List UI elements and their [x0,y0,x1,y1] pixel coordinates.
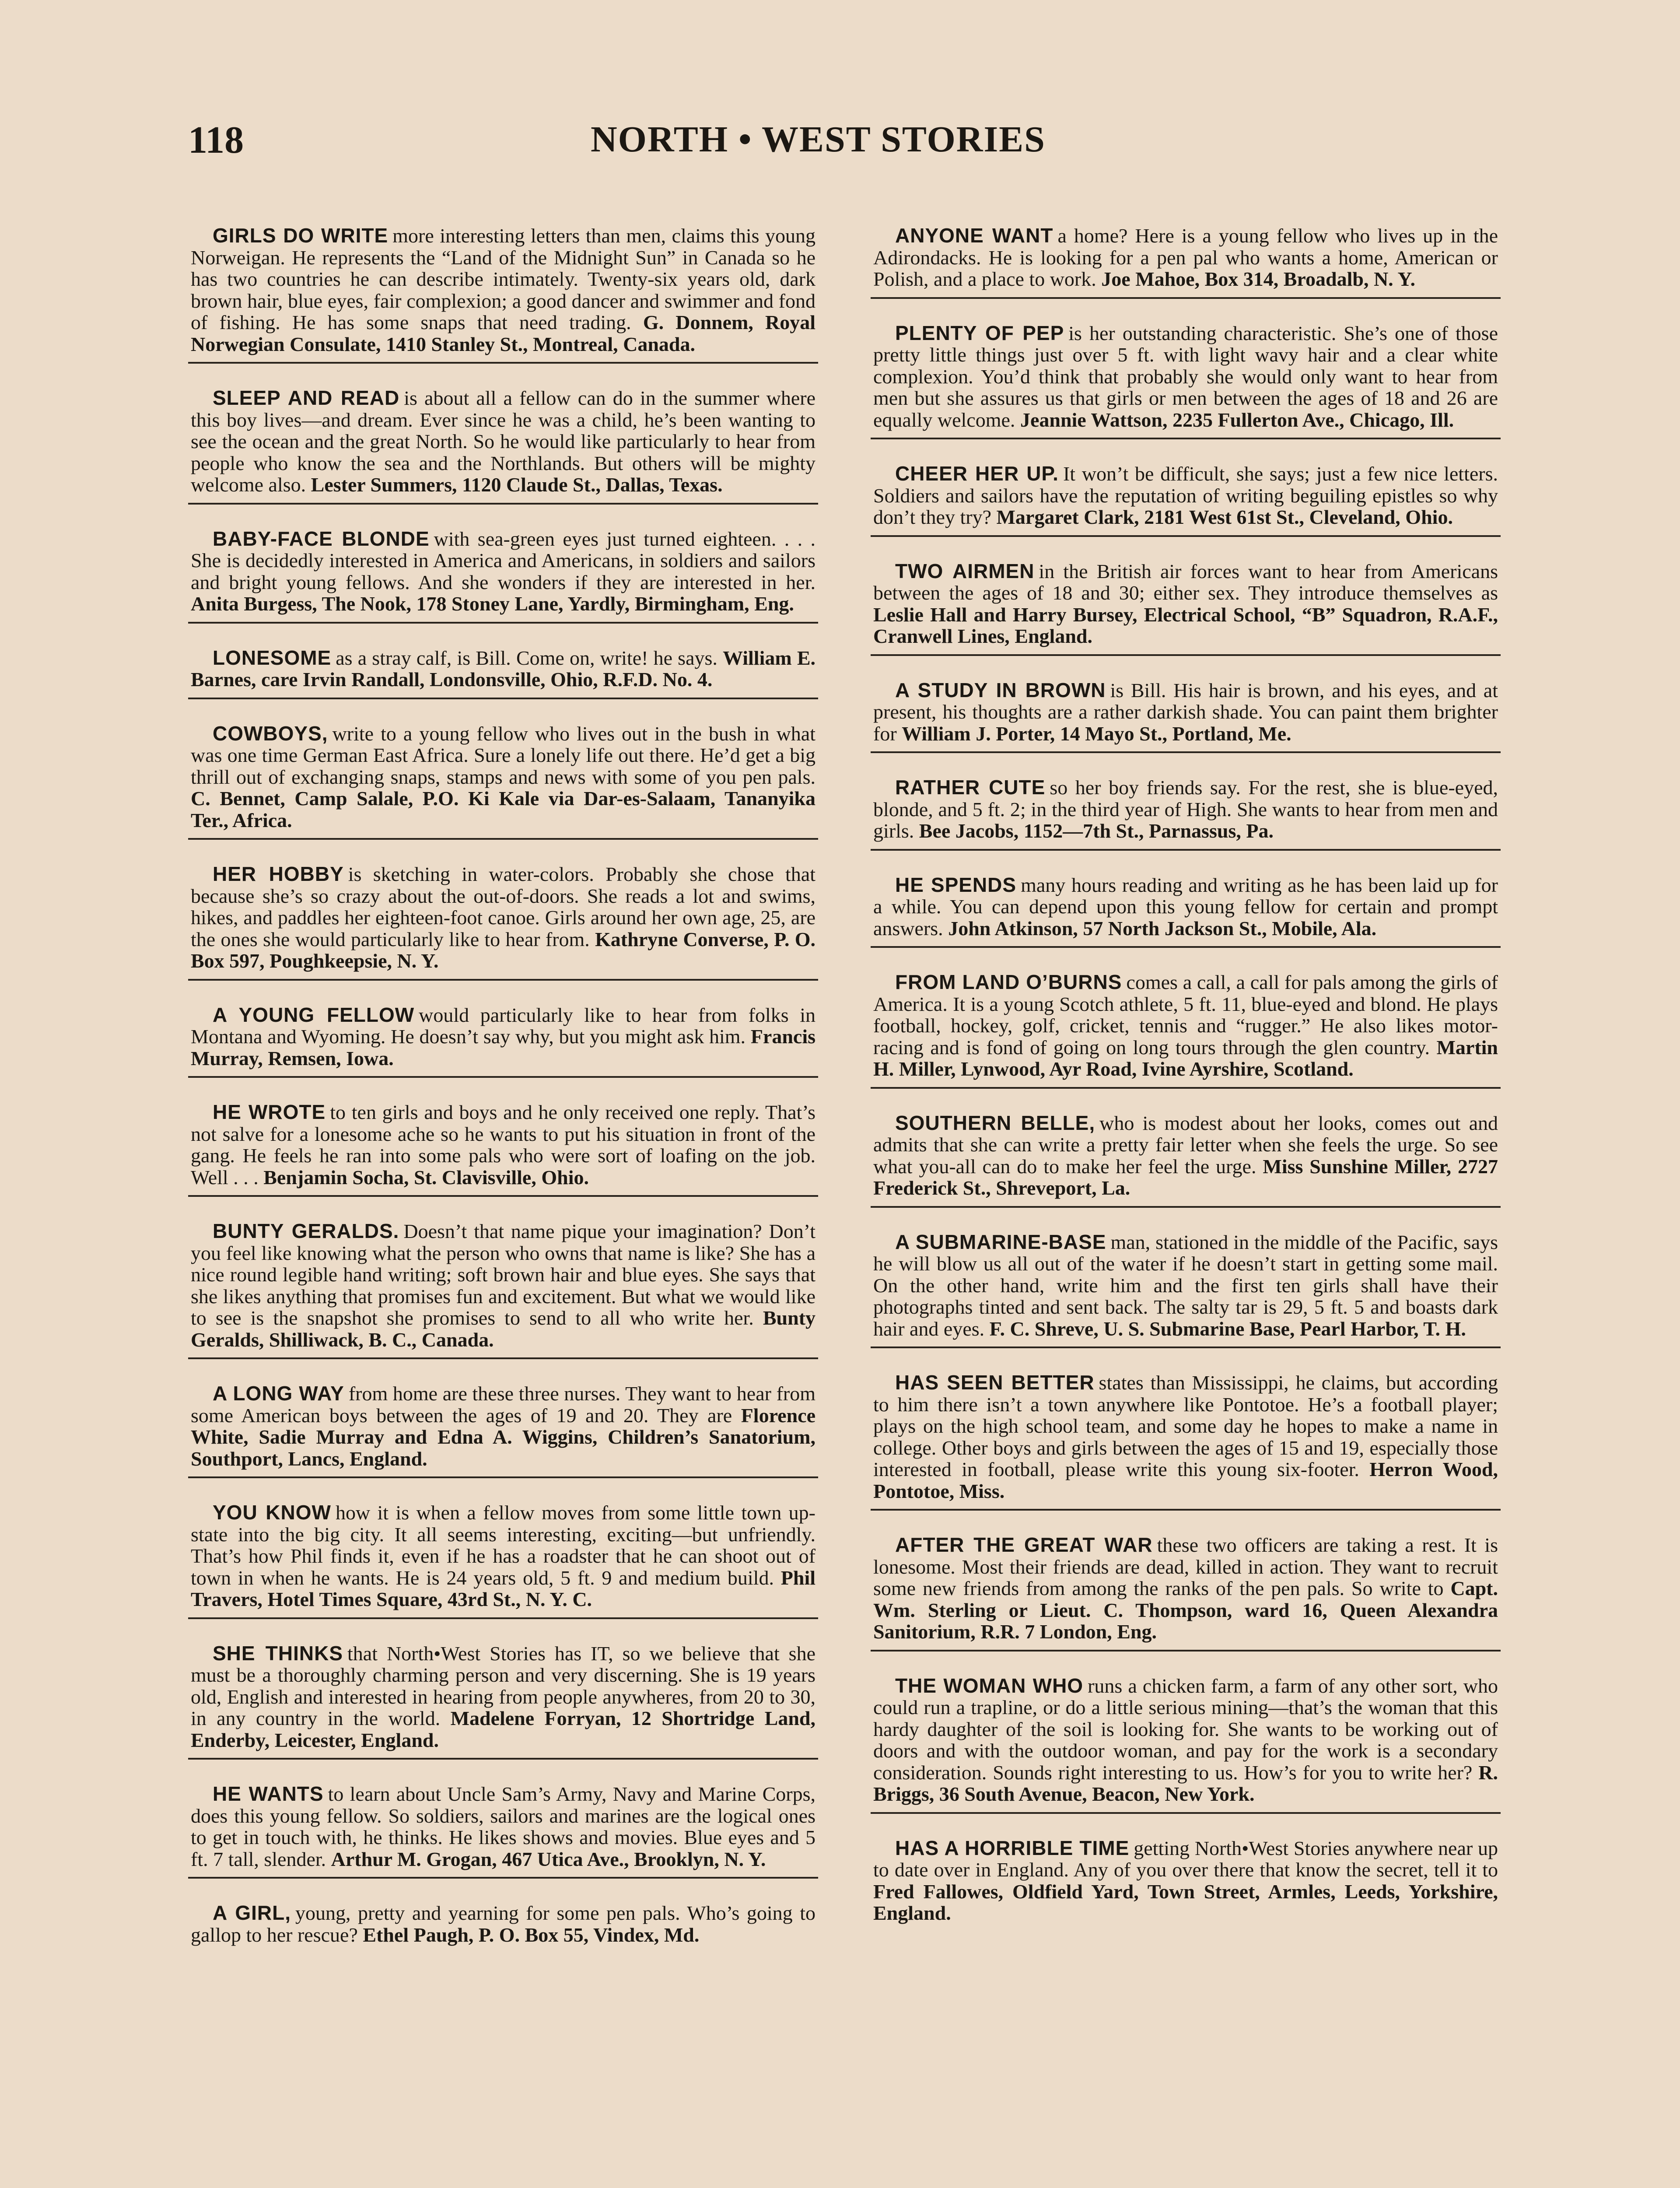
pen-pal-entry [188,860,818,981]
entry-contact: Joe Mahoe, Box 314, Broadalb, N. Y. [1101,268,1415,290]
entry-body: many hours reading and writing as he has been laid up for a while. You can depend upon this young fellow for certain and prompt answers. [873,873,1498,940]
magazine-title: NORTH • WEST STORIES [591,119,1046,160]
pen-pal-entry [871,1368,1501,1511]
entry-headline: RATHER CUTE [895,776,1046,799]
entry-body: young, pretty and yearning for some pen pals. Who’s going to gallop to her rescue? [191,1902,816,1946]
entry-body: how it is when a fellow moves from some little town up-state into the big city. It all seems interesting, exciting—but unfriendly. That’s how Phil finds it, even if he has a roadster that he can shoot out of town in when he wants. He is 24 years old, 5 ft. 9 and medium build. [191,1501,816,1589]
entry-body: from home are these three nurses. They want to hear from some American boys between the ages of 19 and 20. They are [191,1382,816,1427]
entry-body: man, stationed in the middle of the Pacific, says he will blow us all out of the water if he doesn’t start in getting some mail. On the other hand, write him and the first ten girls shall have their photographs tinted and sent back. The salty tar is 29, 5 ft. 5 and boasts dark hair and eyes. [873,1231,1498,1340]
entry-headline: SLEEP AND READ [213,386,400,409]
entry-contact: Arthur M. Grogan, 467 Utica Ave., Brooklyn, N. Y. [331,1848,766,1870]
entry-body: more interesting letters than men, claims this young Norweigan. He represents the “Land of the Midnight Sun” in Canada so he has two countries he can describe intimately. Twenty-six years old, dark brown hair, blue eyes, fair complexion; a good dancer and swimmer and fond of fishing. He has some snaps that need trading. [191,224,816,333]
pen-pal-entry [871,1228,1501,1349]
page-header [188,118,1081,179]
entry-body: who is modest about her looks, comes out and admits that she can write a pretty fair letter when she feels the urge. So see what you-all can do to make her feel the urge. [873,1112,1498,1178]
entry-contact: Leslie Hall and Harry Bursey, Electrical School, “B” Squadron, R.A.F., Cranwell Lines, England. [873,603,1498,647]
entry-headline: A SUBMARINE-BASE [895,1230,1106,1253]
entry-contact: F. C. Shreve, U. S. Submarine Base, Pearl Harbor, T. H. [989,1317,1466,1340]
pen-pal-entry [871,676,1501,754]
entry-contact: Kathryne Converse, P. O. Box 597, Poughkeepsie, N. Y. [191,928,816,972]
entry-body: comes a call, a call for pals among the girls of America. It is a young Scotch athlete, 5 ft. 11, blue-eyed and blond. He plays football, hockey, golf, cricket, tennis and “rugger.” He also likes motor-racing and is fond of going on long tours through the glen country. [873,971,1498,1059]
entry-contact: Lester Summers, 1120 Claude St., Dallas, Texas. [311,473,723,496]
entry-contact: Martin H. Miller, Lynwood, Ayr Road, Ivine Ayrshire, Scotland. [873,1036,1498,1080]
entry-body: with sea-green eyes just turned eighteen. . . . She is decidedly interested in America and Americans, in soldiers and sailors and bright young fellows. And she wonders if they are interested in her. [191,527,816,593]
entry-body: that North•West Stories has IT, so we believe that she must be a thoroughly charming person and very discerning. She is 19 years old, English and interested in hearing from people anywheres, from 20 to 30, in any country in the world. [191,1642,816,1729]
entry-body: as a stray calf, is Bill. Come on, write! he says. [336,646,718,669]
entry-contact: Benjamin Socha, St. Clavisville, Ohio. [263,1166,589,1189]
entry-headline: A YOUNG FELLOW [213,1003,415,1026]
pen-pal-entry [188,1379,818,1478]
pen-pal-entry [871,773,1501,851]
entry-contact: Phil Travers, Hotel Times Square, 43rd St., N. Y. C. [191,1566,816,1610]
entry-headline: A LONG WAY [213,1382,344,1405]
entry-body: states than Mississippi, he claims, but according to him there isn’t a town anywhere like Pontotoe. He’s a football player; plays on the high school team, and some day he hopes to make a name in college. Other boys and girls between the ages of 15 and 19, especially those interested in football, please write this young six-footer. [873,1371,1498,1480]
entry-contact: Ethel Paugh, P. O. Box 55, Vindex, Md. [363,1923,700,1946]
entry-body: in the British air forces want to hear from Americans between the ages of 18 and 30; either sex. They introduce themselves as [873,560,1498,604]
entry-body: so her boy friends say. For the rest, she is blue-eyed, blonde, and 5 ft. 2; in the third year of High. She wants to hear from men and girls. [873,776,1498,842]
entry-body: getting North•West Stories anywhere near up to date over in England. Any of you over there that know the secret, tell it to [873,1837,1498,1881]
entry-headline: A GIRL, [213,1901,291,1924]
pen-pal-entry [871,221,1501,299]
entry-headline: HER HOBBY [213,863,344,885]
entry-headline: COWBOYS, [213,722,328,745]
pen-pal-entry [871,1531,1501,1652]
entry-headline: A STUDY IN BROWN [895,678,1106,701]
entry-contact: Margaret Clark, 2181 West 61st St., Cleveland, Ohio. [996,506,1453,528]
entry-headline: PLENTY OF PEP [895,321,1064,344]
entry-headline: GIRLS DO WRITE [213,224,388,247]
entry-headline: ANYONE WANT [895,224,1054,247]
entry-body: It won’t be difficult, she says; just a few nice letters. Soldiers and sailors have the reputation of writing beguiling epistles so why don’t they try? [873,463,1498,528]
entry-body: is about all a fellow can do in the summer where this boy lives—and dream. Ever since he was a child, he’s been wanting to see the ocean and the great North. So he would like particularly to hear from people who know the sea and the Northlands. But others will be mighty welcome also. [191,387,816,496]
pen-pal-entry [188,1098,818,1197]
entry-contact: Francis Murray, Remsen, Iowa. [191,1025,816,1069]
pen-pal-entry [188,1780,818,1879]
pen-pal-entry [871,319,1501,440]
entry-contact: Miss Sunshine Miller, 2727 Frederick St., Shreveport, La. [873,1155,1498,1199]
entry-headline: THE WOMAN WHO [895,1674,1084,1697]
entry-contact: C. Bennet, Camp Salale, P.O. Ki Kale via Dar-es-Salaam, Tananyika Ter., Africa. [191,787,816,831]
entry-contact: Herron Wood, Pontotoe, Miss. [873,1458,1498,1502]
entry-contact: R. Briggs, 36 South Avenue, Beacon, New York. [873,1761,1498,1805]
entry-contact: William J. Porter, 14 Mayo St., Portland, Me. [902,722,1292,745]
pen-pal-entry [871,968,1501,1089]
entry-body: these two officers are taking a rest. It is lonesome. Most their friends are dead, killed in action. They want to recruit some new friends from among the ranks of the pen pals. So write to [873,1534,1498,1599]
pen-pal-entry [871,1672,1501,1814]
entry-headline: CHEER HER UP. [895,462,1059,485]
entry-contact: Capt. Wm. Sterling or Lieut. C. Thompson, ward 16, Queen Alexandra Sanitorium, R.R. 7 London, Eng. [873,1577,1498,1643]
entry-headline: HE SPENDS [895,873,1017,896]
entry-body: Doesn’t that name pique your imagination? Don’t you feel like knowing what the person who owns that name is like? She has a nice round legible hand writing; soft brown hair and blue eyes. She says that she likes anything that promises fun and excitement. But what we would like to see is the snapshot she promises to send to all who write her. [191,1220,816,1329]
pen-pal-entry [871,1834,1501,1931]
entry-body: to learn about Uncle Sam’s Army, Navy and Marine Corps, does this young fellow. So soldiers, sailors and marines are the logical ones to get in touch with, he thinks. He likes shows and movies. Blue eyes and 5 ft. 7 tall, slender. [191,1783,816,1870]
entry-headline: HE WANTS [213,1782,324,1805]
entry-headline: AFTER THE GREAT WAR [895,1533,1153,1556]
entry-body: is sketching in water-colors. Probably she chose that because she’s so crazy about the out-of-doors. She reads a lot and swims, hikes, and paddles her eighteen-foot canoe. Girls around her own age, 25, are the ones she would particularly like to hear from. [191,863,816,950]
entry-body: is Bill. His hair is brown, and his eyes, and at present, his thoughts are a rather darkish shade. You can paint them brighter for [873,679,1498,745]
entry-contact: William E. Barnes, care Irvin Randall, Londonsville, Ohio, R.F.D. No. 4. [191,646,816,691]
entry-contact: Jeannie Wattson, 2235 Fullerton Ave., Chicago, Ill. [1020,408,1454,431]
pen-pal-entry [188,1639,818,1760]
entry-contact: Bunty Geralds, Shilliwack, B. C., Canada. [191,1307,816,1351]
pen-pal-entry [188,1899,818,1953]
pen-pal-entry [871,1109,1501,1208]
entry-body: write to a young fellow who lives out in the bush in what was one time German East Africa. Sure a lonely life out there. He’d get a big thrill out of exchanging snaps, stamps and news with some of you pen pals. [191,722,816,788]
entry-body: to ten girls and boys and he only received one reply. That’s not salve for a lonesome ache so he wants to put his situation in front of the gang. He feels he ran into some pals who were sort of loafing on the job. Well . . . [191,1101,816,1189]
pen-pal-entry [871,557,1501,656]
entry-headline: BABY-FACE BLONDE [213,527,430,550]
pen-pal-entry [188,221,818,364]
entry-headline: YOU KNOW [213,1501,331,1524]
right-column [871,201,1501,1936]
entry-body: is her outstanding characteristic. She’s one of those pretty little things just over 5 ft. with light wavy hair and a clear white complexion. You’d think that probably she would only want to hear from men but she assures us that girls or men between the ages of 18 and 26 are equally welcome. [873,322,1498,431]
entry-headline: SHE THINKS [213,1641,343,1665]
pen-pal-entry [188,644,818,699]
entry-headline: SOUTHERN BELLE, [895,1111,1096,1134]
entry-headline: LONESOME [213,646,332,669]
left-column [188,201,818,1957]
entry-body: runs a chicken farm, a farm of any other sort, who could run a trapline, or do a little serious mining—that’s the woman that this hardy daughter of the soil is looking for. She wants to be working out of doors and with the outdoor woman, and pay for the work is a secondary consideration. Sounds right interesting to us. How’s for you to write her? [873,1674,1498,1784]
entry-contact: Anita Burgess, The Nook, 178 Stoney Lane, Yardly, Birmingham, Eng. [191,593,794,615]
entry-body: would particularly like to hear from folks in Montana and Wyoming. He doesn’t say why, but you might ask him. [191,1003,816,1048]
entry-contact: Bee Jacobs, 1152—7th St., Parnassus, Pa. [919,820,1274,842]
entry-headline: HAS A HORRIBLE TIME [895,1836,1130,1859]
pen-pal-entry [188,719,818,840]
pen-pal-entry [871,871,1501,948]
entry-headline: BUNTY GERALDS. [213,1220,399,1242]
entry-contact: Fred Fallowes, Oldfield Yard, Town Street, Armles, Leeds, Yorkshire, England. [873,1880,1498,1924]
entry-contact: Florence White, Sadie Murray and Edna A. Wiggins, Children’s Sanatorium, Southport, Lancs, England. [191,1404,816,1470]
entry-contact: G. Donnem, Royal Norwegian Consulate, 1410 Stanley St., Montreal, Canada. [191,311,816,355]
pen-pal-entry [188,1217,818,1359]
pen-pal-entry [188,525,818,624]
entry-headline: HAS SEEN BETTER [895,1371,1095,1394]
entry-headline: FROM LAND O’BURNS [895,971,1122,993]
page-number: 118 [188,119,244,161]
entry-headline: TWO AIRMEN [895,559,1035,582]
pen-pal-entry [188,1498,818,1619]
pen-pal-entry [188,384,818,505]
pen-pal-entry [188,1001,818,1078]
entry-headline: HE WROTE [213,1101,326,1123]
entry-body: a home? Here is a young fellow who lives up in the Adirondacks. He is looking for a pen pal who wants a home, American or Polish, and a place to work. [873,224,1498,290]
pen-pal-entry [871,459,1501,537]
entry-contact: John Atkinson, 57 North Jackson St., Mobile, Ala. [948,917,1377,940]
entry-contact: Madelene Forryan, 12 Shortridge Land, Enderby, Leicester, England. [191,1707,816,1751]
